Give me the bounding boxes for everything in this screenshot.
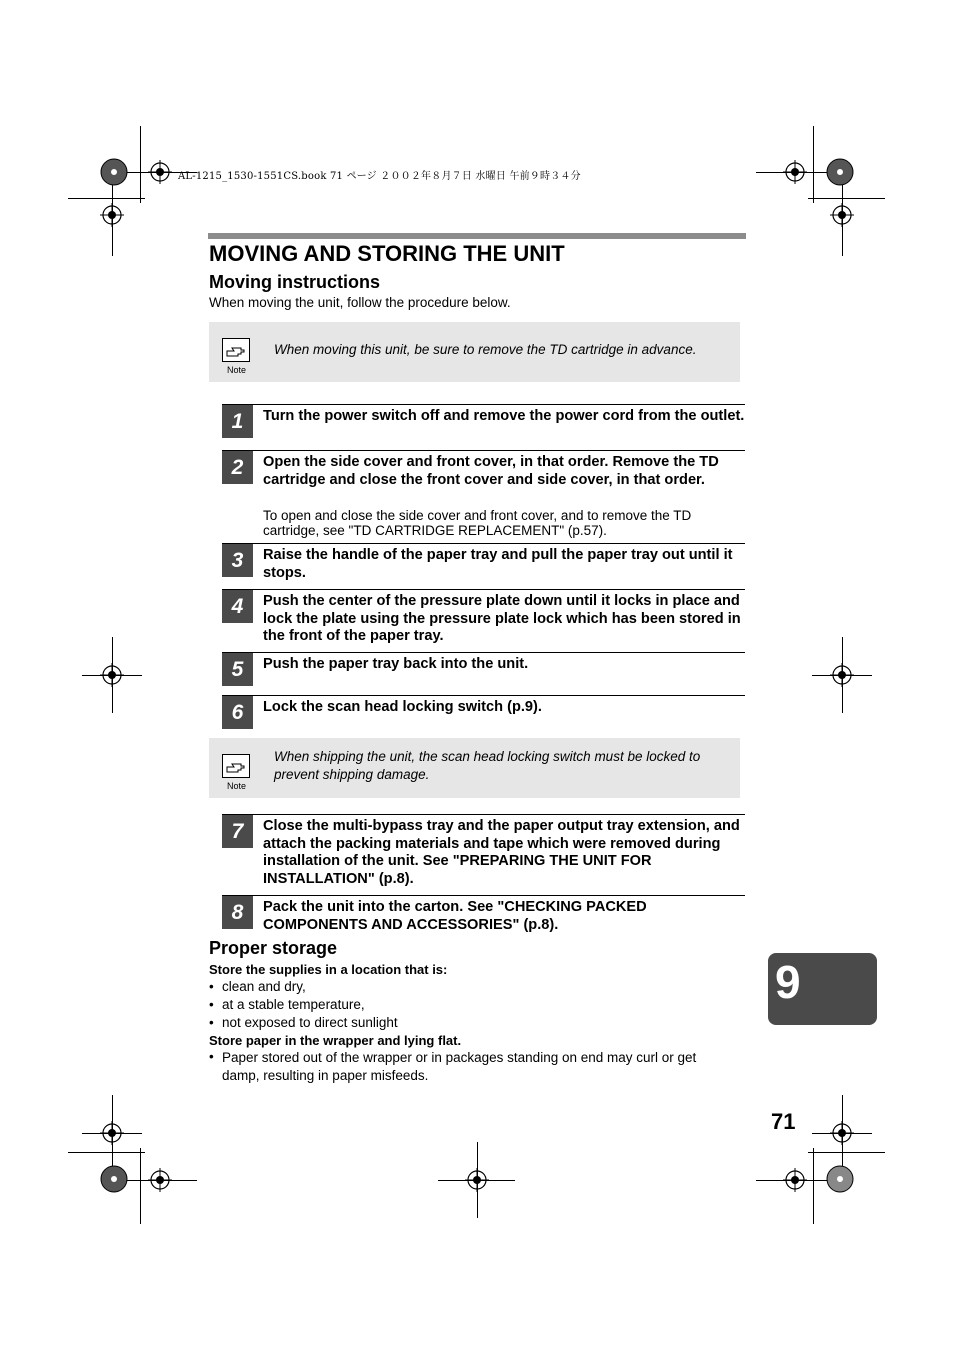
step xyxy=(222,543,745,584)
step-number: 7 xyxy=(222,815,253,848)
list-item xyxy=(209,979,214,994)
step-number: 1 xyxy=(222,405,253,438)
sunburst-mark-icon xyxy=(826,1165,854,1193)
step xyxy=(222,404,745,445)
title-rule xyxy=(208,233,746,239)
step-number: 2 xyxy=(222,451,253,484)
chapter-number: 9 xyxy=(775,956,801,1008)
sunburst-mark-icon xyxy=(100,1165,128,1193)
book-meta-header: AL-1215_1530-1551CS.book 71 ページ ２００２年８月７日 水曜日 午前９時３４分 xyxy=(178,171,581,182)
step-text: Pack the unit into the carton. See "CHECKING PACKED COMPONENTS AND ACCESSORIES" (p.8). xyxy=(263,899,647,933)
bullet-glyph: • xyxy=(209,1015,214,1030)
step-number: 5 xyxy=(222,653,253,686)
paper-heading: Store paper in the wrapper and lying flat. xyxy=(209,1033,462,1048)
section-heading-storage: Proper storage xyxy=(209,938,338,958)
registration-mark-icon xyxy=(100,1121,124,1145)
pointing-hand-note-icon xyxy=(222,338,250,362)
crop-line xyxy=(68,198,145,199)
registration-mark-icon xyxy=(148,1168,172,1192)
bullet-glyph: • xyxy=(209,979,214,994)
registration-mark-icon xyxy=(100,663,124,687)
step-text: Raise the handle of the paper tray and pull the paper tray out until it stops. xyxy=(263,547,733,581)
registration-mark-icon xyxy=(783,1168,807,1192)
crop-line xyxy=(813,1148,814,1224)
registration-mark-icon xyxy=(783,160,807,184)
bullet-glyph: • xyxy=(209,1049,214,1064)
note-label: Note xyxy=(227,365,247,375)
pointing-hand-note-icon xyxy=(222,754,250,778)
crop-line xyxy=(808,198,885,199)
registration-mark-icon xyxy=(830,1121,854,1145)
registration-mark-icon xyxy=(830,203,854,227)
moving-intro: When moving the unit, follow the procedure below. xyxy=(209,295,511,310)
step xyxy=(222,652,745,693)
step-text: Lock the scan head locking switch (p.9). xyxy=(263,699,542,715)
list-item xyxy=(209,1015,214,1030)
note-text: When shipping the unit, the scan head locking switch must be locked to prevent shipping damage. xyxy=(274,749,701,782)
list-item-text: clean and dry, xyxy=(222,979,306,994)
sunburst-mark-icon xyxy=(826,158,854,186)
crop-line xyxy=(140,1148,141,1224)
step-number: 3 xyxy=(222,544,253,577)
list-item-text: at a stable temperature, xyxy=(222,997,365,1012)
note-label: Note xyxy=(227,781,247,791)
step-text: Turn the power switch off and remove the power cord from the outlet. xyxy=(263,408,745,424)
step xyxy=(222,450,745,541)
section-heading-moving: Moving instructions xyxy=(209,272,380,292)
step-number: 6 xyxy=(222,696,253,729)
sunburst-mark-icon xyxy=(100,158,128,186)
registration-mark-icon xyxy=(830,663,854,687)
registration-mark-icon xyxy=(465,1168,489,1192)
step xyxy=(222,814,745,891)
step xyxy=(222,895,745,936)
list-item xyxy=(209,1049,214,1064)
page-number: 71 xyxy=(771,1109,796,1134)
registration-mark-icon xyxy=(148,160,172,184)
list-item xyxy=(209,997,214,1012)
list-item-text: Paper stored out of the wrapper or in packages standing on end may curl or get damp, resulting in paper misfeeds. xyxy=(222,1050,697,1083)
step-number: 8 xyxy=(222,896,253,929)
crop-line xyxy=(813,126,814,203)
page-title: MOVING AND STORING THE UNIT xyxy=(209,241,565,266)
note-box xyxy=(209,738,740,798)
step-text: Push the center of the pressure plate down until it locks in place and lock the plate using the pressure plate lock which has been stored in the front of the paper tray. xyxy=(263,593,741,645)
step xyxy=(222,589,745,650)
crop-line xyxy=(808,1152,885,1153)
list-item-text: not exposed to direct sunlight xyxy=(222,1015,398,1030)
step-text: Close the multi-bypass tray and the paper output tray extension, and attach the packing materials and tape which were removed during installation of the unit. See "PREPARING THE UNIT FOR INSTALLATION" (p.8). xyxy=(263,818,740,887)
supplies-heading: Store the supplies in a location that is: xyxy=(209,962,448,977)
registration-mark-icon xyxy=(100,203,124,227)
step-text: Open the side cover and front cover, in that order. Remove the TD cartridge and close the front cover and side cover, in that order. xyxy=(263,454,719,488)
step xyxy=(222,695,745,736)
crop-line xyxy=(68,1152,145,1153)
step-subtext: To open and close the side cover and front cover, and to remove the TD cartridge, see "TD CARTRIDGE REPLACEMENT" (p.57). xyxy=(263,508,692,538)
crop-line xyxy=(140,126,141,203)
step-number: 4 xyxy=(222,590,253,623)
note-text: When moving this unit, be sure to remove the TD cartridge in advance. xyxy=(274,342,697,357)
bullet-glyph: • xyxy=(209,997,214,1012)
step-text: Push the paper tray back into the unit. xyxy=(263,656,529,672)
note-box xyxy=(209,322,740,382)
